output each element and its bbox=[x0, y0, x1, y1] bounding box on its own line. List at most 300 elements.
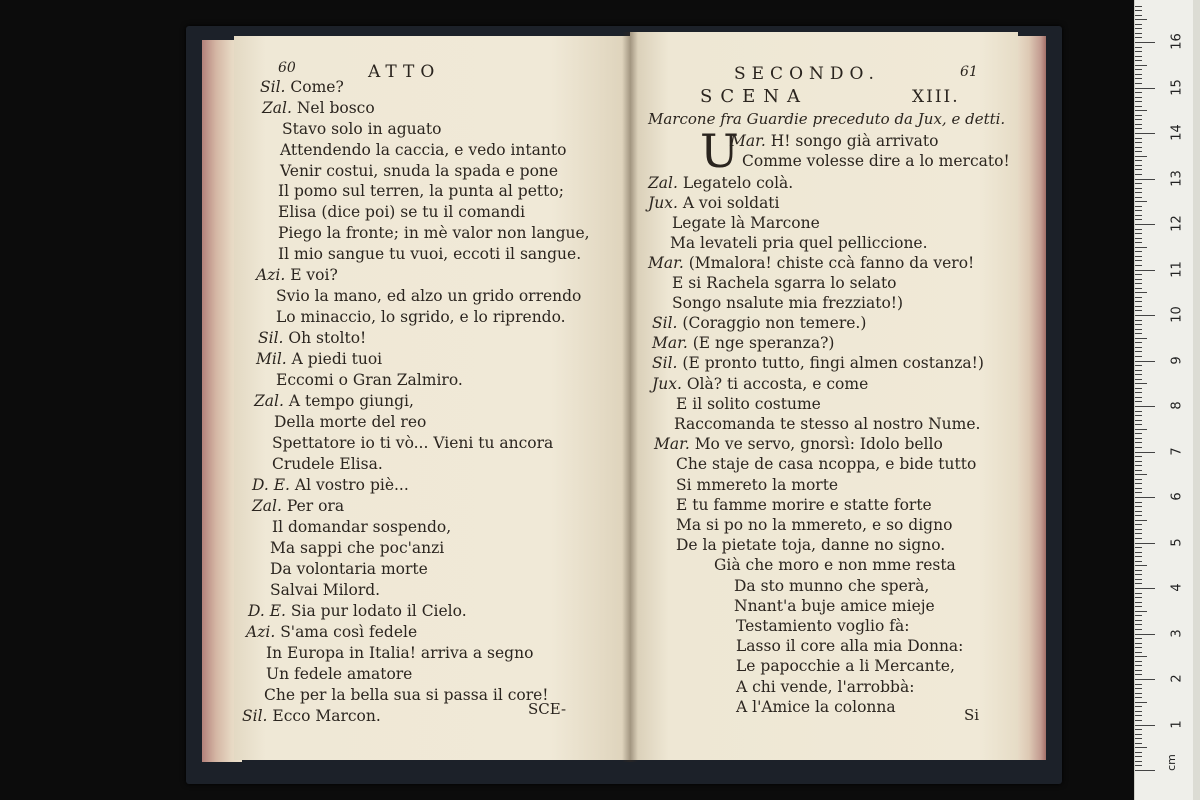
ruler-tick bbox=[1135, 215, 1142, 216]
text-line bbox=[258, 329, 366, 347]
speaker-label: Azi. bbox=[246, 623, 276, 641]
ruler-tick bbox=[1135, 297, 1142, 298]
ruler-tick bbox=[1135, 747, 1147, 748]
text-line bbox=[252, 497, 344, 515]
text-line bbox=[254, 392, 414, 410]
ruler-tick bbox=[1135, 583, 1142, 584]
speaker-label: D. E. bbox=[248, 602, 286, 620]
verse-text: Lo minaccio, lo sgrido, e lo riprendo. bbox=[276, 308, 566, 326]
ruler-tick bbox=[1135, 652, 1142, 653]
ruler-tick bbox=[1135, 28, 1142, 29]
ruler-tick bbox=[1135, 288, 1142, 289]
verse-text: Raccomanda te stesso al nostro Nume. bbox=[674, 415, 981, 433]
ruler-tick bbox=[1135, 119, 1142, 120]
ruler-number: 11 bbox=[1169, 260, 1185, 278]
ruler-tick bbox=[1135, 315, 1155, 316]
speaker-label: Mar. bbox=[730, 132, 766, 150]
text-line bbox=[262, 99, 375, 117]
text-line bbox=[676, 476, 838, 494]
ruler-number: 15 bbox=[1169, 78, 1185, 96]
ruler-tick bbox=[1135, 492, 1142, 493]
speaker-label: Mil. bbox=[256, 350, 287, 368]
text-line bbox=[648, 254, 974, 272]
ruler-tick bbox=[1135, 674, 1142, 675]
text-line bbox=[648, 174, 793, 192]
text-line bbox=[676, 395, 821, 413]
ruler-tick bbox=[1135, 65, 1147, 66]
verse-text: Si mmereto la morte bbox=[676, 476, 839, 494]
ruler-tick bbox=[1135, 301, 1142, 302]
verse-text: H! songo già arrivato bbox=[770, 132, 939, 150]
ruler-tick bbox=[1135, 397, 1142, 398]
text-line bbox=[676, 455, 976, 473]
ruler-tick bbox=[1135, 78, 1142, 79]
speaker-label: D. E. bbox=[252, 476, 290, 494]
ruler-tick bbox=[1135, 543, 1155, 544]
verse-text: Olà? ti accosta, e come bbox=[686, 375, 869, 393]
speaker-label: Zal. bbox=[254, 392, 284, 410]
text-line bbox=[652, 334, 834, 352]
ruler-tick bbox=[1135, 88, 1155, 89]
running-header-left: ATTO bbox=[368, 62, 441, 82]
ruler-tick bbox=[1135, 6, 1142, 7]
ruler-number: 1 bbox=[1169, 719, 1185, 729]
verse-text: E si Rachela sgarra lo selato bbox=[672, 274, 897, 292]
verse-text: (Coraggio non temere.) bbox=[682, 314, 867, 332]
ruler-number: 6 bbox=[1169, 492, 1185, 501]
text-line bbox=[276, 371, 463, 389]
verse-text: Stavo solo in aguato bbox=[282, 120, 442, 138]
drop-capital: U bbox=[700, 124, 739, 178]
ruler-number: 4 bbox=[1169, 583, 1185, 592]
ruler-tick bbox=[1135, 274, 1142, 275]
verse-text: Già che moro e non mme resta bbox=[714, 556, 956, 574]
ruler-tick bbox=[1135, 474, 1147, 475]
ruler-number: 8 bbox=[1169, 401, 1185, 410]
text-line bbox=[654, 435, 943, 453]
verse-text: In Europa in Italia! arriva a segno bbox=[266, 644, 534, 662]
verse-text: E il solito costume bbox=[676, 395, 821, 413]
ruler-tick bbox=[1135, 588, 1155, 589]
ruler-tick bbox=[1135, 279, 1142, 280]
ruler-tick bbox=[1135, 506, 1142, 507]
text-line bbox=[736, 617, 909, 635]
ruler-tick bbox=[1135, 160, 1142, 161]
text-line bbox=[652, 354, 984, 372]
verse-text: Elisa (dice poi) se tu il comandi bbox=[278, 203, 526, 221]
ruler-tick bbox=[1135, 333, 1142, 334]
ruler-tick bbox=[1135, 388, 1142, 389]
ruler-tick bbox=[1135, 529, 1142, 530]
speaker-label: Mar. bbox=[654, 435, 690, 453]
verse-text: A tempo giungi, bbox=[288, 392, 414, 410]
speaker-label: Zal. bbox=[648, 174, 678, 192]
ruler-tick bbox=[1135, 570, 1142, 571]
ruler-tick bbox=[1135, 752, 1142, 753]
ruler-tick bbox=[1135, 670, 1142, 671]
verse-text: Della morte del reo bbox=[274, 413, 427, 431]
text-line bbox=[278, 245, 581, 263]
ruler-tick bbox=[1135, 383, 1147, 384]
verse-text: Sia pur lodato il Cielo. bbox=[290, 602, 467, 620]
verse-text: Il pomo sul terren, la punta al petto; bbox=[278, 182, 564, 200]
ruler-tick bbox=[1135, 697, 1142, 698]
ruler-tick bbox=[1135, 665, 1142, 666]
speaker-label: Jux. bbox=[652, 375, 682, 393]
ruler-edge bbox=[1193, 0, 1200, 800]
catchword-left: SCE- bbox=[528, 700, 567, 718]
ruler-tick bbox=[1135, 142, 1142, 143]
ruler-tick bbox=[1135, 156, 1147, 157]
text-line bbox=[276, 287, 581, 305]
ruler-tick bbox=[1135, 242, 1142, 243]
text-line bbox=[736, 657, 955, 675]
ruler-tick bbox=[1135, 643, 1142, 644]
text-line bbox=[246, 623, 417, 641]
verse-text: Ma levateli pria quel pelliccione. bbox=[670, 234, 928, 252]
ruler-number: 3 bbox=[1169, 628, 1185, 638]
text-line bbox=[730, 132, 938, 150]
ruler-tick bbox=[1135, 351, 1142, 352]
text-line bbox=[270, 581, 380, 599]
running-header-right: SECONDO. bbox=[734, 64, 880, 84]
verse-text: Comme volesse dire a lo mercato! bbox=[742, 152, 1010, 170]
ruler-tick bbox=[1135, 597, 1142, 598]
ruler-tick bbox=[1135, 433, 1142, 434]
text-line bbox=[272, 455, 383, 473]
ruler-tick bbox=[1135, 37, 1142, 38]
ruler-tick bbox=[1135, 392, 1142, 393]
ruler-tick bbox=[1135, 97, 1142, 98]
ruler-tick bbox=[1135, 756, 1142, 757]
ruler-tick bbox=[1135, 188, 1142, 189]
text-line bbox=[736, 678, 914, 696]
speaker-label: Zal. bbox=[252, 497, 282, 515]
ruler-tick bbox=[1135, 124, 1142, 125]
verse-text: Nnant'a buje amice mieje bbox=[734, 597, 935, 615]
ruler-tick bbox=[1135, 688, 1142, 689]
ruler-tick bbox=[1135, 115, 1142, 116]
ruler-tick bbox=[1135, 233, 1142, 234]
text-line bbox=[676, 516, 952, 534]
verse-text: Crudele Elisa. bbox=[272, 455, 383, 473]
page-number-right: 61 bbox=[960, 64, 978, 80]
ruler-tick bbox=[1135, 138, 1142, 139]
text-line bbox=[672, 214, 820, 232]
ruler-tick bbox=[1135, 320, 1142, 321]
ruler-tick bbox=[1135, 306, 1142, 307]
verse-text: Che per la bella sua si passa il core! bbox=[264, 686, 549, 704]
ruler-number: 12 bbox=[1169, 215, 1185, 232]
ruler-tick bbox=[1135, 679, 1155, 680]
verse-text: Per ora bbox=[286, 497, 345, 515]
ruler-tick bbox=[1135, 106, 1142, 107]
ruler-tick bbox=[1135, 638, 1142, 639]
ruler-tick bbox=[1135, 229, 1142, 230]
ruler-tick bbox=[1135, 69, 1142, 70]
ruler-tick bbox=[1135, 411, 1142, 412]
ruler-number: 7 bbox=[1169, 446, 1185, 456]
ruler-tick bbox=[1135, 461, 1142, 462]
ruler-tick bbox=[1135, 406, 1155, 407]
ruler-tick bbox=[1135, 447, 1142, 448]
ruler-tick bbox=[1135, 456, 1142, 457]
verse-text: Il domandar sospendo, bbox=[272, 518, 452, 536]
speaker-label: Sil. bbox=[242, 707, 268, 725]
ruler-tick bbox=[1135, 488, 1142, 489]
ruler-tick bbox=[1135, 725, 1155, 726]
verse-text: Piego la fronte; in mè valor non langue, bbox=[278, 224, 590, 242]
ruler-tick bbox=[1135, 329, 1142, 330]
catchword-right: Si bbox=[964, 706, 980, 724]
ruler-tick bbox=[1135, 452, 1155, 453]
verse-text: E tu famme morire e statte forte bbox=[676, 496, 932, 514]
scene-title: SCENA bbox=[700, 86, 808, 107]
ruler-tick bbox=[1135, 238, 1142, 239]
speaker-label: Sil. bbox=[258, 329, 284, 347]
ruler-tick bbox=[1135, 647, 1142, 648]
ruler-tick bbox=[1135, 429, 1147, 430]
verse-text: Da volontaria morte bbox=[270, 560, 428, 578]
ruler-tick bbox=[1135, 206, 1142, 207]
page-number-left: 60 bbox=[278, 60, 296, 76]
ruler-number: 2 bbox=[1169, 674, 1185, 683]
ruler-tick bbox=[1135, 661, 1142, 662]
verse-text: E voi? bbox=[290, 266, 338, 284]
verse-text: Legate là Marcone bbox=[672, 214, 820, 232]
ruler-tick bbox=[1135, 401, 1142, 402]
ruler-tick bbox=[1135, 197, 1142, 198]
verse-text: Ma sappi che poc'anzi bbox=[270, 539, 445, 557]
speaker-label: Sil. bbox=[260, 78, 286, 96]
ruler-tick bbox=[1135, 179, 1155, 180]
text-line bbox=[736, 637, 963, 655]
text-line bbox=[670, 234, 928, 252]
verse-text: Che staje de casa ncoppa, e bide tutto bbox=[676, 455, 977, 473]
ruler-tick bbox=[1135, 361, 1155, 362]
text-line bbox=[260, 78, 344, 96]
ruler-tick bbox=[1135, 292, 1147, 293]
ruler-tick bbox=[1135, 174, 1142, 175]
ruler-tick bbox=[1135, 192, 1142, 193]
verse-text: Oh stolto! bbox=[288, 329, 367, 347]
ruler-tick bbox=[1135, 770, 1155, 771]
verse-text: Venir costui, snuda la spada e pone bbox=[280, 162, 559, 180]
verse-text: Le papocchie a li Mercante, bbox=[736, 657, 955, 675]
text-line bbox=[736, 698, 896, 716]
ruler-tick bbox=[1135, 620, 1142, 621]
ruler-tick bbox=[1135, 424, 1142, 425]
verse-text: Al vostro piè... bbox=[294, 476, 409, 494]
verse-text: Lasso il core alla mia Donna: bbox=[736, 637, 964, 655]
ruler-tick bbox=[1135, 201, 1147, 202]
ruler-tick bbox=[1135, 347, 1142, 348]
text-line bbox=[652, 314, 866, 332]
ruler-tick bbox=[1135, 533, 1142, 534]
verse-text: (E pronto tutto, fingi almen costanza!) bbox=[682, 354, 984, 372]
verse-text: Legatelo colà. bbox=[682, 174, 794, 192]
ruler-number: 16 bbox=[1169, 33, 1185, 50]
ruler-tick bbox=[1135, 593, 1142, 594]
ruler-tick bbox=[1135, 602, 1142, 603]
ruler-tick bbox=[1135, 374, 1142, 375]
ruler-tick bbox=[1135, 101, 1142, 102]
text-line bbox=[266, 665, 412, 683]
ruler-tick bbox=[1135, 356, 1142, 357]
ruler-tick bbox=[1135, 711, 1142, 712]
ruler-tick bbox=[1135, 624, 1142, 625]
text-line bbox=[276, 308, 566, 326]
text-line bbox=[742, 152, 1010, 170]
ruler-tick bbox=[1135, 324, 1142, 325]
verse-text: A piedi tuoi bbox=[291, 350, 383, 368]
verse-text: (E nge speranza?) bbox=[692, 334, 835, 352]
ruler-number: 9 bbox=[1169, 355, 1185, 365]
verse-text: Attendendo la caccia, e vedo intanto bbox=[280, 141, 567, 159]
ruler-tick bbox=[1135, 265, 1142, 266]
ruler-tick bbox=[1135, 310, 1142, 311]
text-line bbox=[270, 560, 428, 578]
ruler-tick bbox=[1135, 60, 1142, 61]
verse-text: (Mmalora! chiste ccà fanno da vero! bbox=[688, 254, 975, 272]
ruler-tick bbox=[1135, 110, 1147, 111]
ruler-number: 14 bbox=[1169, 124, 1185, 141]
ruler-tick bbox=[1135, 629, 1142, 630]
ruler-tick bbox=[1135, 56, 1142, 57]
ruler-tick bbox=[1135, 47, 1142, 48]
ruler-tick bbox=[1135, 552, 1142, 553]
stage-direction: Marcone fra Guardie preceduto da Jux, e detti. bbox=[648, 110, 1006, 128]
ruler-tick bbox=[1135, 743, 1142, 744]
ruler-tick bbox=[1135, 10, 1142, 11]
ruler-tick bbox=[1135, 565, 1147, 566]
ruler-tick bbox=[1135, 147, 1142, 148]
ruler-tick bbox=[1135, 497, 1155, 498]
ruler-tick bbox=[1135, 342, 1142, 343]
ruler-tick bbox=[1135, 379, 1142, 380]
verse-text: Da sto munno che sperà, bbox=[734, 577, 930, 595]
ruler-tick bbox=[1135, 684, 1142, 685]
ruler-tick bbox=[1135, 465, 1142, 466]
speaker-label: Mar. bbox=[652, 334, 688, 352]
text-line bbox=[242, 707, 381, 725]
ruler-tick bbox=[1135, 547, 1142, 548]
ruler-tick bbox=[1135, 479, 1142, 480]
ruler-tick bbox=[1135, 338, 1147, 339]
speaker-label: Sil. bbox=[652, 354, 678, 372]
text-line bbox=[278, 203, 525, 221]
ruler-tick bbox=[1135, 74, 1142, 75]
ruler-tick bbox=[1135, 15, 1142, 16]
ruler-tick bbox=[1135, 33, 1142, 34]
ruler-tick bbox=[1135, 702, 1147, 703]
ruler-tick bbox=[1135, 656, 1147, 657]
ruler-tick bbox=[1135, 515, 1142, 516]
ruler-tick bbox=[1135, 256, 1142, 257]
text-line bbox=[674, 415, 980, 433]
text-line bbox=[672, 274, 897, 292]
verse-text: Svio la mano, ed alzo un grido orrendo bbox=[276, 287, 582, 305]
ruler-tick bbox=[1135, 169, 1142, 170]
ruler-tick bbox=[1135, 283, 1142, 284]
text-line bbox=[256, 266, 338, 284]
verse-text: A voi soldati bbox=[682, 194, 780, 212]
verse-text: Ma si po no la mmereto, e so digno bbox=[676, 516, 953, 534]
text-line bbox=[714, 556, 956, 574]
ruler-unit-label: cm bbox=[1164, 754, 1178, 771]
text-line bbox=[734, 577, 929, 595]
text-line bbox=[264, 686, 549, 704]
ruler-tick bbox=[1135, 19, 1147, 20]
ruler-tick bbox=[1135, 438, 1142, 439]
verse-text: Testamiento voglio fà: bbox=[736, 617, 910, 635]
text-line bbox=[648, 194, 780, 212]
ruler-tick bbox=[1135, 524, 1142, 525]
ruler-tick bbox=[1135, 128, 1142, 129]
book-gutter bbox=[622, 32, 638, 762]
ruler-tick bbox=[1135, 556, 1142, 557]
ruler-tick bbox=[1135, 738, 1142, 739]
speaker-label: Sil. bbox=[652, 314, 678, 332]
measuring-ruler bbox=[1134, 0, 1200, 800]
verse-text: Mo ve servo, gnorsì: Idolo bello bbox=[694, 435, 943, 453]
ruler-tick bbox=[1135, 42, 1155, 43]
text-line bbox=[270, 539, 444, 557]
ruler-tick bbox=[1135, 133, 1155, 134]
verse-text: Ecco Marcon. bbox=[272, 707, 381, 725]
left-page bbox=[234, 36, 630, 760]
ruler-tick bbox=[1135, 442, 1142, 443]
ruler-tick bbox=[1135, 251, 1142, 252]
ruler-tick bbox=[1135, 765, 1142, 766]
ruler-number: 5 bbox=[1169, 537, 1185, 547]
ruler-tick bbox=[1135, 165, 1142, 166]
ruler-tick bbox=[1135, 470, 1142, 471]
ruler-tick bbox=[1135, 365, 1142, 366]
ruler-tick bbox=[1135, 511, 1142, 512]
text-line bbox=[266, 644, 533, 662]
ruler-tick bbox=[1135, 693, 1142, 694]
ruler-tick bbox=[1135, 734, 1142, 735]
ruler-tick bbox=[1135, 606, 1142, 607]
ruler-tick bbox=[1135, 502, 1142, 503]
text-line bbox=[252, 476, 409, 494]
ruler-tick bbox=[1135, 51, 1142, 52]
text-line bbox=[672, 294, 903, 312]
text-line bbox=[652, 375, 868, 393]
ruler-tick bbox=[1135, 720, 1142, 721]
ruler-tick bbox=[1135, 219, 1142, 220]
text-line bbox=[280, 162, 558, 180]
ruler-tick bbox=[1135, 224, 1155, 225]
ruler-tick bbox=[1135, 561, 1142, 562]
text-line bbox=[280, 141, 566, 159]
ruler-tick bbox=[1135, 260, 1142, 261]
ruler-tick bbox=[1135, 615, 1142, 616]
ruler-tick bbox=[1135, 183, 1142, 184]
ruler-tick bbox=[1135, 210, 1142, 211]
ruler-tick bbox=[1135, 761, 1142, 762]
verse-text: S'ama così fedele bbox=[280, 623, 418, 641]
verse-text: Eccomi o Gran Zalmiro. bbox=[276, 371, 463, 389]
text-line bbox=[734, 597, 935, 615]
ruler-tick bbox=[1135, 151, 1142, 152]
text-line bbox=[676, 496, 932, 514]
text-line bbox=[278, 182, 564, 200]
ruler-tick bbox=[1135, 370, 1142, 371]
ruler-tick bbox=[1135, 420, 1142, 421]
text-line bbox=[282, 120, 441, 138]
